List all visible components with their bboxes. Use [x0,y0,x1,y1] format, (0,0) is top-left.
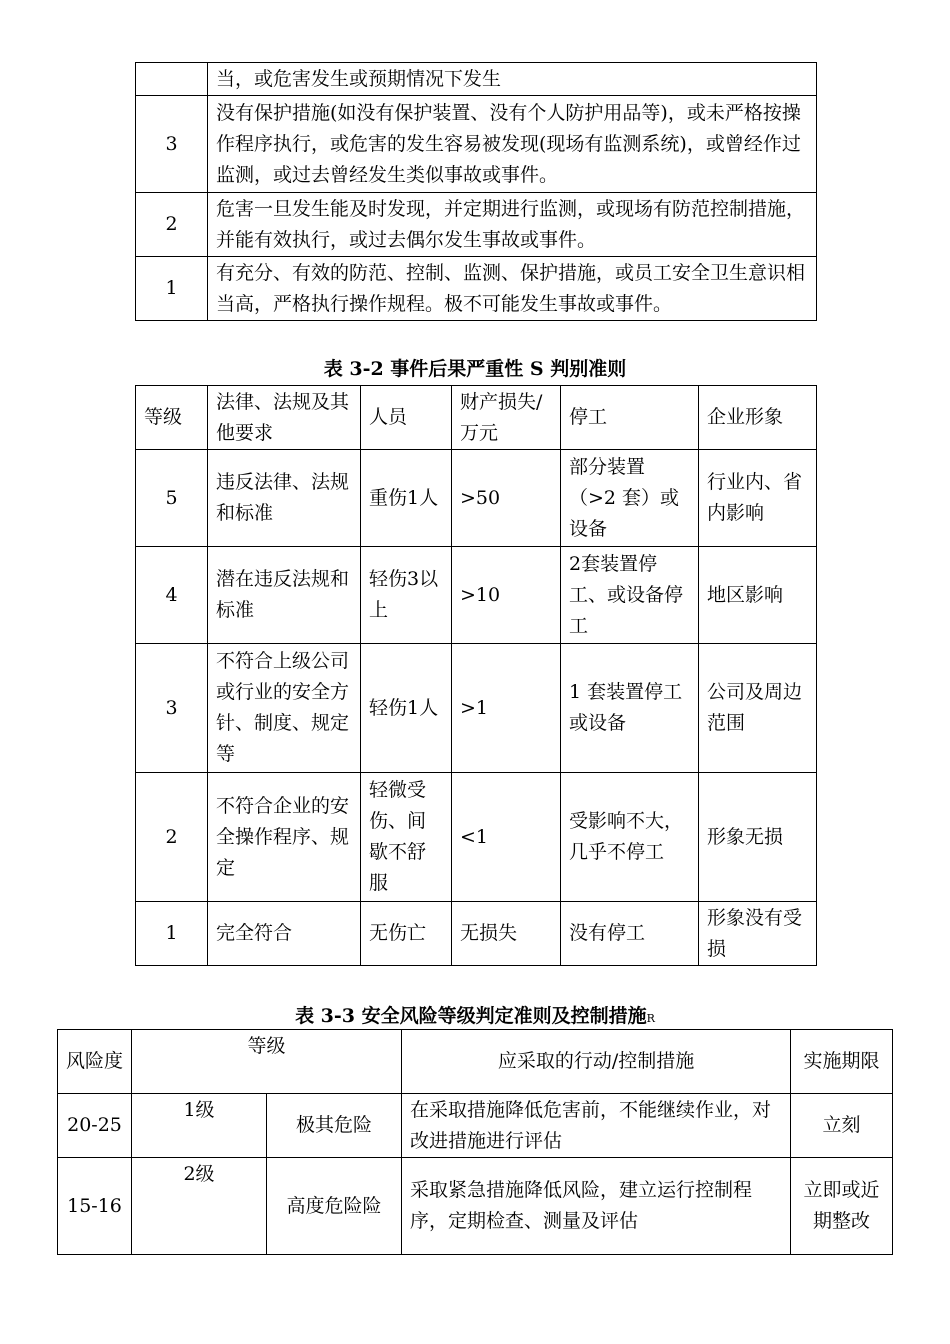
level-cell: 3 [136,644,208,773]
action-cell: 在采取措施降低危害前，不能继续作业，对改进措施进行评估 [402,1094,791,1158]
level-cell: 1 [136,902,208,966]
personnel-cell: 轻伤1人 [361,644,452,773]
level-cell: 4 [136,547,208,644]
property-cell: >1 [452,644,561,773]
risk-table-caption-mark: R [646,1012,655,1025]
header-personnel: 人员 [361,386,452,450]
personnel-cell: 轻伤3以上 [361,547,452,644]
action-cell: 采取紧急措施降低风险，建立运行控制程序，定期检查、测量及评估 [402,1158,791,1255]
personnel-cell: 无伤亡 [361,902,452,966]
grade-cell: 1级 [132,1094,267,1158]
severity-table [135,385,817,966]
risk-level-table [57,1029,893,1255]
law-cell: 违反法律、法规和标准 [208,450,361,547]
level-cell: 1 [136,257,208,321]
risk-table-caption [0,1004,950,1031]
table-row [136,644,817,773]
period-cell: 立即或近期整改 [791,1158,893,1255]
image-cell: 公司及周边范围 [699,644,817,773]
downtime-cell: 部分装置（>2 套）或设备 [561,450,699,547]
likelihood-table [135,62,817,321]
table-row [136,96,817,193]
table-row [136,63,817,96]
law-cell: 不符合企业的安全操作程序、规定 [208,773,361,902]
grade-name-cell: 极其危险 [267,1094,402,1158]
table-row [136,902,817,966]
header-risk: 风险度 [58,1030,132,1094]
description-cell: 当，或危害发生或预期情况下发生 [208,63,817,96]
level-cell: 5 [136,450,208,547]
table-row [136,547,817,644]
table-row [58,1094,893,1158]
level-cell: 2 [136,193,208,257]
header-property-loss: 财产损失/万元 [452,386,561,450]
property-cell: >10 [452,547,561,644]
downtime-cell: 2套装置停工、或设备停工 [561,547,699,644]
header-action: 应采取的行动/控制措施 [402,1030,791,1094]
period-cell: 立刻 [791,1094,893,1158]
level-cell [136,63,208,96]
downtime-cell: 没有停工 [561,902,699,966]
header-grade: 等级 [132,1030,402,1094]
grade-cell: 2级 [132,1158,267,1255]
severity-table-caption: 表 3-2 事件后果严重性 S 判别准则 [323,358,627,380]
description-cell: 有充分、有效的防范、控制、监测、保护措施，或员工安全卫生意识相当高，严格执行操作规程。极不可能发生事故或事件。 [208,257,817,321]
property-cell: >50 [452,450,561,547]
image-cell: 形象没有受损 [699,902,817,966]
description-cell: 没有保护措施(如没有保护装置、没有个人防护用品等)，或未严格按操作程序执行，或危害的发生容易被发现(现场有监测系统)，或曾经作过监测，或过去曾经发生类似事故或事件。 [208,96,817,193]
level-cell: 3 [136,96,208,193]
risk-cell: 20-25 [58,1094,132,1158]
table-row [136,193,817,257]
law-cell: 完全符合 [208,902,361,966]
grade-name-cell: 高度危险险 [267,1158,402,1255]
law-cell: 潜在违反法规和标准 [208,547,361,644]
table-header-row [58,1030,893,1094]
table-row [136,450,817,547]
downtime-cell: 1 套装置停工或设备 [561,644,699,773]
law-cell: 不符合上级公司或行业的安全方针、制度、规定等 [208,644,361,773]
header-downtime: 停工 [561,386,699,450]
table-header-row [136,386,817,450]
header-period: 实施期限 [791,1030,893,1094]
property-cell: <1 [452,773,561,902]
header-level: 等级 [136,386,208,450]
risk-cell: 15-16 [58,1158,132,1255]
personnel-cell: 重伤1人 [361,450,452,547]
personnel-cell: 轻微受伤、间歇不舒服 [361,773,452,902]
header-law: 法律、法规及其他要求 [208,386,361,450]
level-cell: 2 [136,773,208,902]
description-cell: 危害一旦发生能及时发现，并定期进行监测，或现场有防范控制措施，并能有效执行，或过去偶尔发生事故或事件。 [208,193,817,257]
risk-table-caption-text: 表 3-3 安全风险等级判定准则及控制措施 [295,1005,647,1027]
header-image: 企业形象 [699,386,817,450]
image-cell: 行业内、省内影响 [699,450,817,547]
table-row [136,257,817,321]
image-cell: 地区影响 [699,547,817,644]
table-row [136,773,817,902]
property-cell: 无损失 [452,902,561,966]
table-row [58,1158,893,1255]
image-cell: 形象无损 [699,773,817,902]
downtime-cell: 受影响不大，几乎不停工 [561,773,699,902]
